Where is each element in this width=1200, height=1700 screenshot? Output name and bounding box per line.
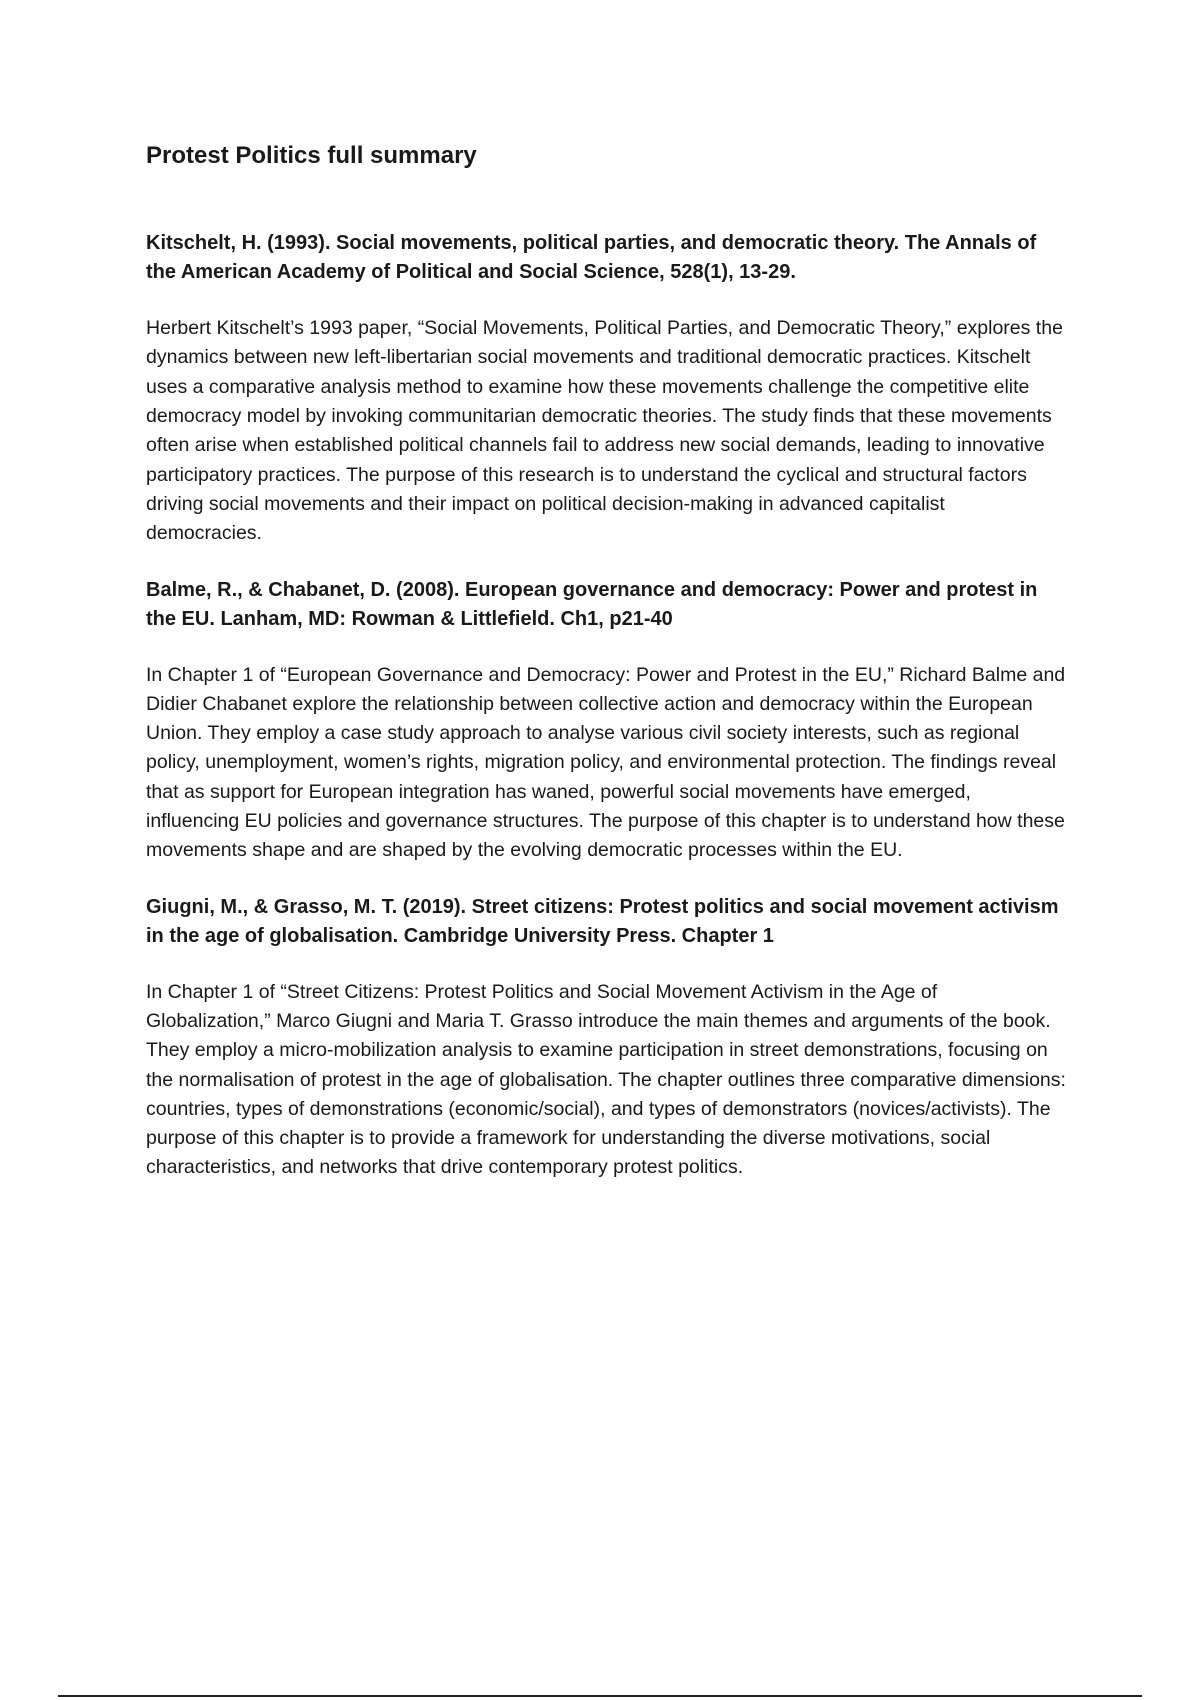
section-balme-chabanet (146, 576, 1066, 866)
document-title: Protest Politics full summary (146, 142, 477, 169)
section-kitschelt (146, 229, 1066, 548)
summary-paragraph: In Chapter 1 of “European Governance and Democracy: Power and Protest in the EU,” Richard Balme and Didier Chabanet explore the relationship between collective action and democracy within the European Union. They employ a case study approach to analyse various civil society interests, such as regional policy, unemployment, women’s rights, migration policy, and environmental protection. The findings reveal that as support for European integration has waned, powerful social movements have emerged, influencing EU policies and governance structures. The purpose of this chapter is to understand how these movements shape and are shaped by the evolving democratic processes within the EU. (146, 663, 1066, 862)
summary-paragraph: In Chapter 1 of “Street Citizens: Protest Politics and Social Movement Activism in the Age of Globalization,” Marco Giugni and Maria T. Grasso introduce the main themes and arguments of the book. They employ a micro-mobilization analysis to examine participation in street demonstrations, focusing on the normalisation of protest in the age of globalisation. The chapter outlines three comparative dimensions: countries, types of demonstrations (economic/social), and types of demonstrators (novices/activists). The purpose of this chapter is to provide a framework for understanding the diverse motivations, social characteristics, and networks that drive contemporary protest politics. (146, 980, 1066, 1179)
citation-heading: Giugni, M., & Grasso, M. T. (2019). Street citizens: Protest politics and social movement activism in the age of globalisation. Cambridge University Press. Chapter 1 (146, 895, 1059, 947)
section-giugni-grasso (146, 893, 1066, 1183)
citation-heading: Kitschelt, H. (1993). Social movements, political parties, and democratic theory. The Annals of the American Academy of Political and Social Science, 528(1), 13-29. (146, 232, 1037, 284)
summary-paragraph: Herbert Kitschelt’s 1993 paper, “Social Movements, Political Parties, and Democratic Theory,” explores the dynamics between new left-libertarian social movements and traditional democratic practices. Kitschelt uses a comparative analysis method to examine how these movements challenge the competitive elite democracy model by invoking communitarian democratic theories. The study finds that these movements often arise when established political channels fail to address new social demands, leading to innovative participatory practices. The purpose of this research is to understand the cyclical and structural factors driving social movements and their impact on political decision-making in advanced capitalist democracies. (146, 317, 1063, 545)
footer-divider (58, 1695, 1142, 1697)
citation-heading: Balme, R., & Chabanet, D. (2008). European governance and democracy: Power and protest in the EU. Lanham, MD: Rowman & Littlefield. Ch1, p21-40 (146, 578, 1038, 630)
document-content (146, 140, 1066, 1210)
